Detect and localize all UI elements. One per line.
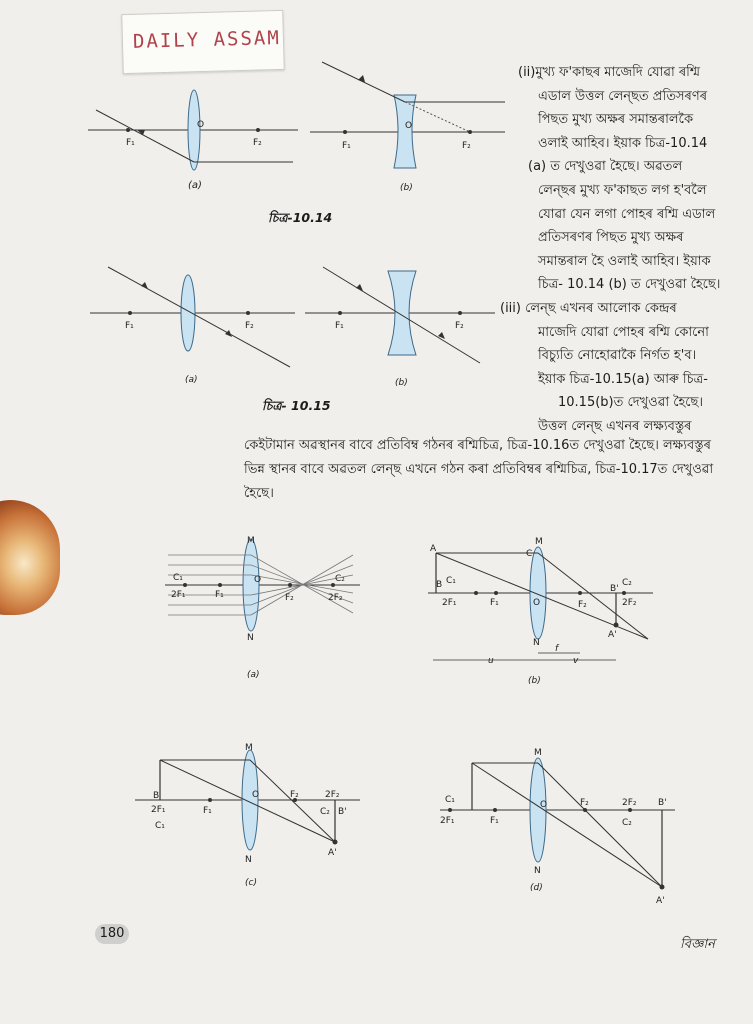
label-m: M (247, 536, 255, 546)
figure-10-15-b (305, 265, 500, 390)
label-f1: F₁ (490, 598, 499, 608)
text-line: মাজেদি যোৱা পোহৰ ৰশ্মি কোনো (538, 324, 709, 340)
label-c2: C₂ (622, 578, 632, 588)
label-2f1: 2F₁ (440, 816, 455, 826)
label-b-prime: B' (338, 807, 347, 817)
label-f1: F₁ (126, 138, 135, 148)
label-f1: F₁ (215, 590, 224, 600)
label-f2: F₂ (253, 138, 262, 148)
figure-10-14-b (310, 60, 510, 195)
label-2f2: 2F₂ (622, 798, 637, 808)
caption-10-14: চিত্র-10.14 (268, 210, 333, 225)
label-2f2: 2F₂ (622, 598, 637, 608)
figure-10-16-b (428, 535, 658, 690)
label-o: O (252, 790, 260, 800)
subfig-label: (a) (247, 670, 260, 680)
subfig-label: (b) (400, 183, 413, 193)
text-line: ভিন্ন স্থানৰ বাবে অৱতল লেন্ছ এখনে গঠন কৰা প্ৰতিবিম্বৰ ৰশ্মিচিত্ৰ, চিত্ৰ-10.17ত দেখুওৱা (244, 462, 714, 477)
label-o: O (254, 575, 262, 585)
label-u: u (488, 656, 494, 666)
label-b: B (436, 580, 443, 590)
text-line: সমান্তৰাল হৈ ওলাই আহিব। ইয়াক (538, 253, 711, 269)
page-number: 180 (95, 924, 129, 944)
label-2f1: 2F₁ (151, 805, 166, 815)
label-o: O (540, 800, 548, 810)
label-o: O (533, 598, 541, 608)
label-c1: C₁ (445, 795, 455, 805)
text-line: উত্তল লেন্ছ এখনৰ লক্ষ্যবস্তুৰ (538, 418, 692, 434)
label-2f1: 2F₁ (442, 598, 457, 608)
label-a: A (430, 544, 437, 554)
label-c2: C₂ (335, 574, 345, 584)
label-n: N (245, 855, 252, 865)
subfig-label: (a) (185, 375, 198, 385)
label-c: C (526, 549, 533, 559)
body-paragraph (244, 434, 713, 506)
caption-10-15: চিত্ৰ- 10.15 (262, 398, 331, 413)
label-f2: F₂ (578, 600, 587, 610)
text-line: 10.15(b)ত দেখুওৱা হৈছে। (558, 395, 704, 411)
label-f1: F₁ (203, 806, 212, 816)
scan-finger-shadow (0, 500, 60, 615)
stamp-text: DAILY ASSAM (132, 26, 282, 53)
label-m: M (245, 743, 253, 753)
label-f1: F₁ (125, 321, 134, 331)
text-line: এডাল উত্তল লেন্ছত প্ৰতিসৰণৰ (538, 88, 708, 104)
label-b: B (153, 791, 160, 801)
subfig-label: (b) (395, 378, 408, 388)
label-c1: C₁ (446, 576, 456, 586)
text-line: পিছত মুখ্য অক্ষৰ সমান্তৰালকৈ (538, 112, 694, 128)
figure-10-16-d (440, 745, 680, 905)
label-c2: C₂ (320, 807, 330, 817)
label-a-prime: A' (608, 630, 617, 640)
text-line: ইয়াক চিত্ৰ-10.15(a) আৰু চিত্ৰ- (538, 371, 708, 387)
label-m: M (535, 537, 543, 547)
text-line: বিচ্যুতি নোহোৱাকৈ নিৰ্গত হ'ব। (538, 348, 697, 364)
subfig-label: (c) (245, 878, 257, 888)
subfig-label: (a) (188, 180, 202, 191)
label-f2: F₂ (285, 593, 294, 603)
text-line: প্ৰতিসৰণৰ পিছত মুখ্য অক্ষৰ (538, 230, 684, 246)
label-c1: C₁ (173, 573, 183, 583)
text-line: ওলাই আহিব। ইয়াক চিত্ৰ-10.14 (538, 135, 708, 151)
label-f1: F₁ (342, 141, 351, 151)
label-b-prime: B' (658, 798, 667, 808)
label-f: f (555, 644, 559, 654)
label-n: N (533, 638, 540, 648)
text-line: যোৱা যেন লগা পোহৰ ৰশ্মি এডাল (538, 206, 716, 222)
subfig-label: (b) (528, 676, 541, 686)
label-2f2: 2F₂ (328, 593, 343, 603)
label-n: N (247, 633, 254, 643)
label-f2: F₂ (245, 321, 254, 331)
label-m: M (534, 748, 542, 758)
figure-10-15-a (90, 265, 300, 385)
figure-10-16-c (135, 740, 365, 890)
label-c1: C₁ (155, 821, 165, 831)
daily-assam-stamp (121, 10, 285, 74)
label-f1: F₁ (335, 321, 344, 331)
text-line: (ii)মুখ্য ফ'কাছৰ মাজেদি যোৱা ৰশ্মি (518, 65, 701, 80)
subfig-label: (d) (530, 883, 543, 893)
label-o: O (405, 121, 413, 131)
label-f2: F₂ (462, 141, 471, 151)
label-f2: F₂ (290, 790, 299, 800)
text-line: লেন্ছৰ মুখ্য ফ'কাছত লগ হ'বলৈ (538, 182, 707, 198)
figure-10-14-a (88, 90, 303, 200)
text-line: চিত্ৰ- 10.14 (b) ত দেখুওৱা হৈছে। (538, 277, 721, 293)
label-f2: F₂ (455, 321, 464, 331)
label-a-prime: A' (328, 848, 337, 858)
label-f1: F₁ (490, 816, 499, 826)
label-o: O (197, 120, 205, 130)
figure-10-16-a (165, 535, 365, 685)
label-2f1: 2F₁ (171, 590, 186, 600)
text-line: কেইটামান অৱস্থানৰ বাবে প্ৰতিবিম্ব গঠনৰ ৰশ্মিচিত্ৰ, চিত্ৰ-10.16ত দেখুওৱা হৈছে। লক্ষ্যবস্তুৰ (244, 438, 711, 453)
label-v: v (573, 656, 579, 666)
label-f2: F₂ (580, 798, 589, 808)
text-line: (iii) লেন্ছ এখনৰ আলোক কেন্দ্ৰৰ (500, 300, 677, 316)
label-2f2: 2F₂ (325, 790, 340, 800)
text-line: হৈছে। (244, 486, 274, 501)
label-c2: C₂ (622, 818, 632, 828)
footer-title: বিজ্ঞান (680, 937, 715, 952)
label-a-prime: A' (656, 896, 665, 906)
label-b-prime: B' (610, 584, 619, 594)
text-line: (a) ত দেখুওৱা হৈছে। অৱতল (528, 159, 683, 175)
label-n: N (534, 866, 541, 876)
right-column-text (500, 61, 721, 439)
